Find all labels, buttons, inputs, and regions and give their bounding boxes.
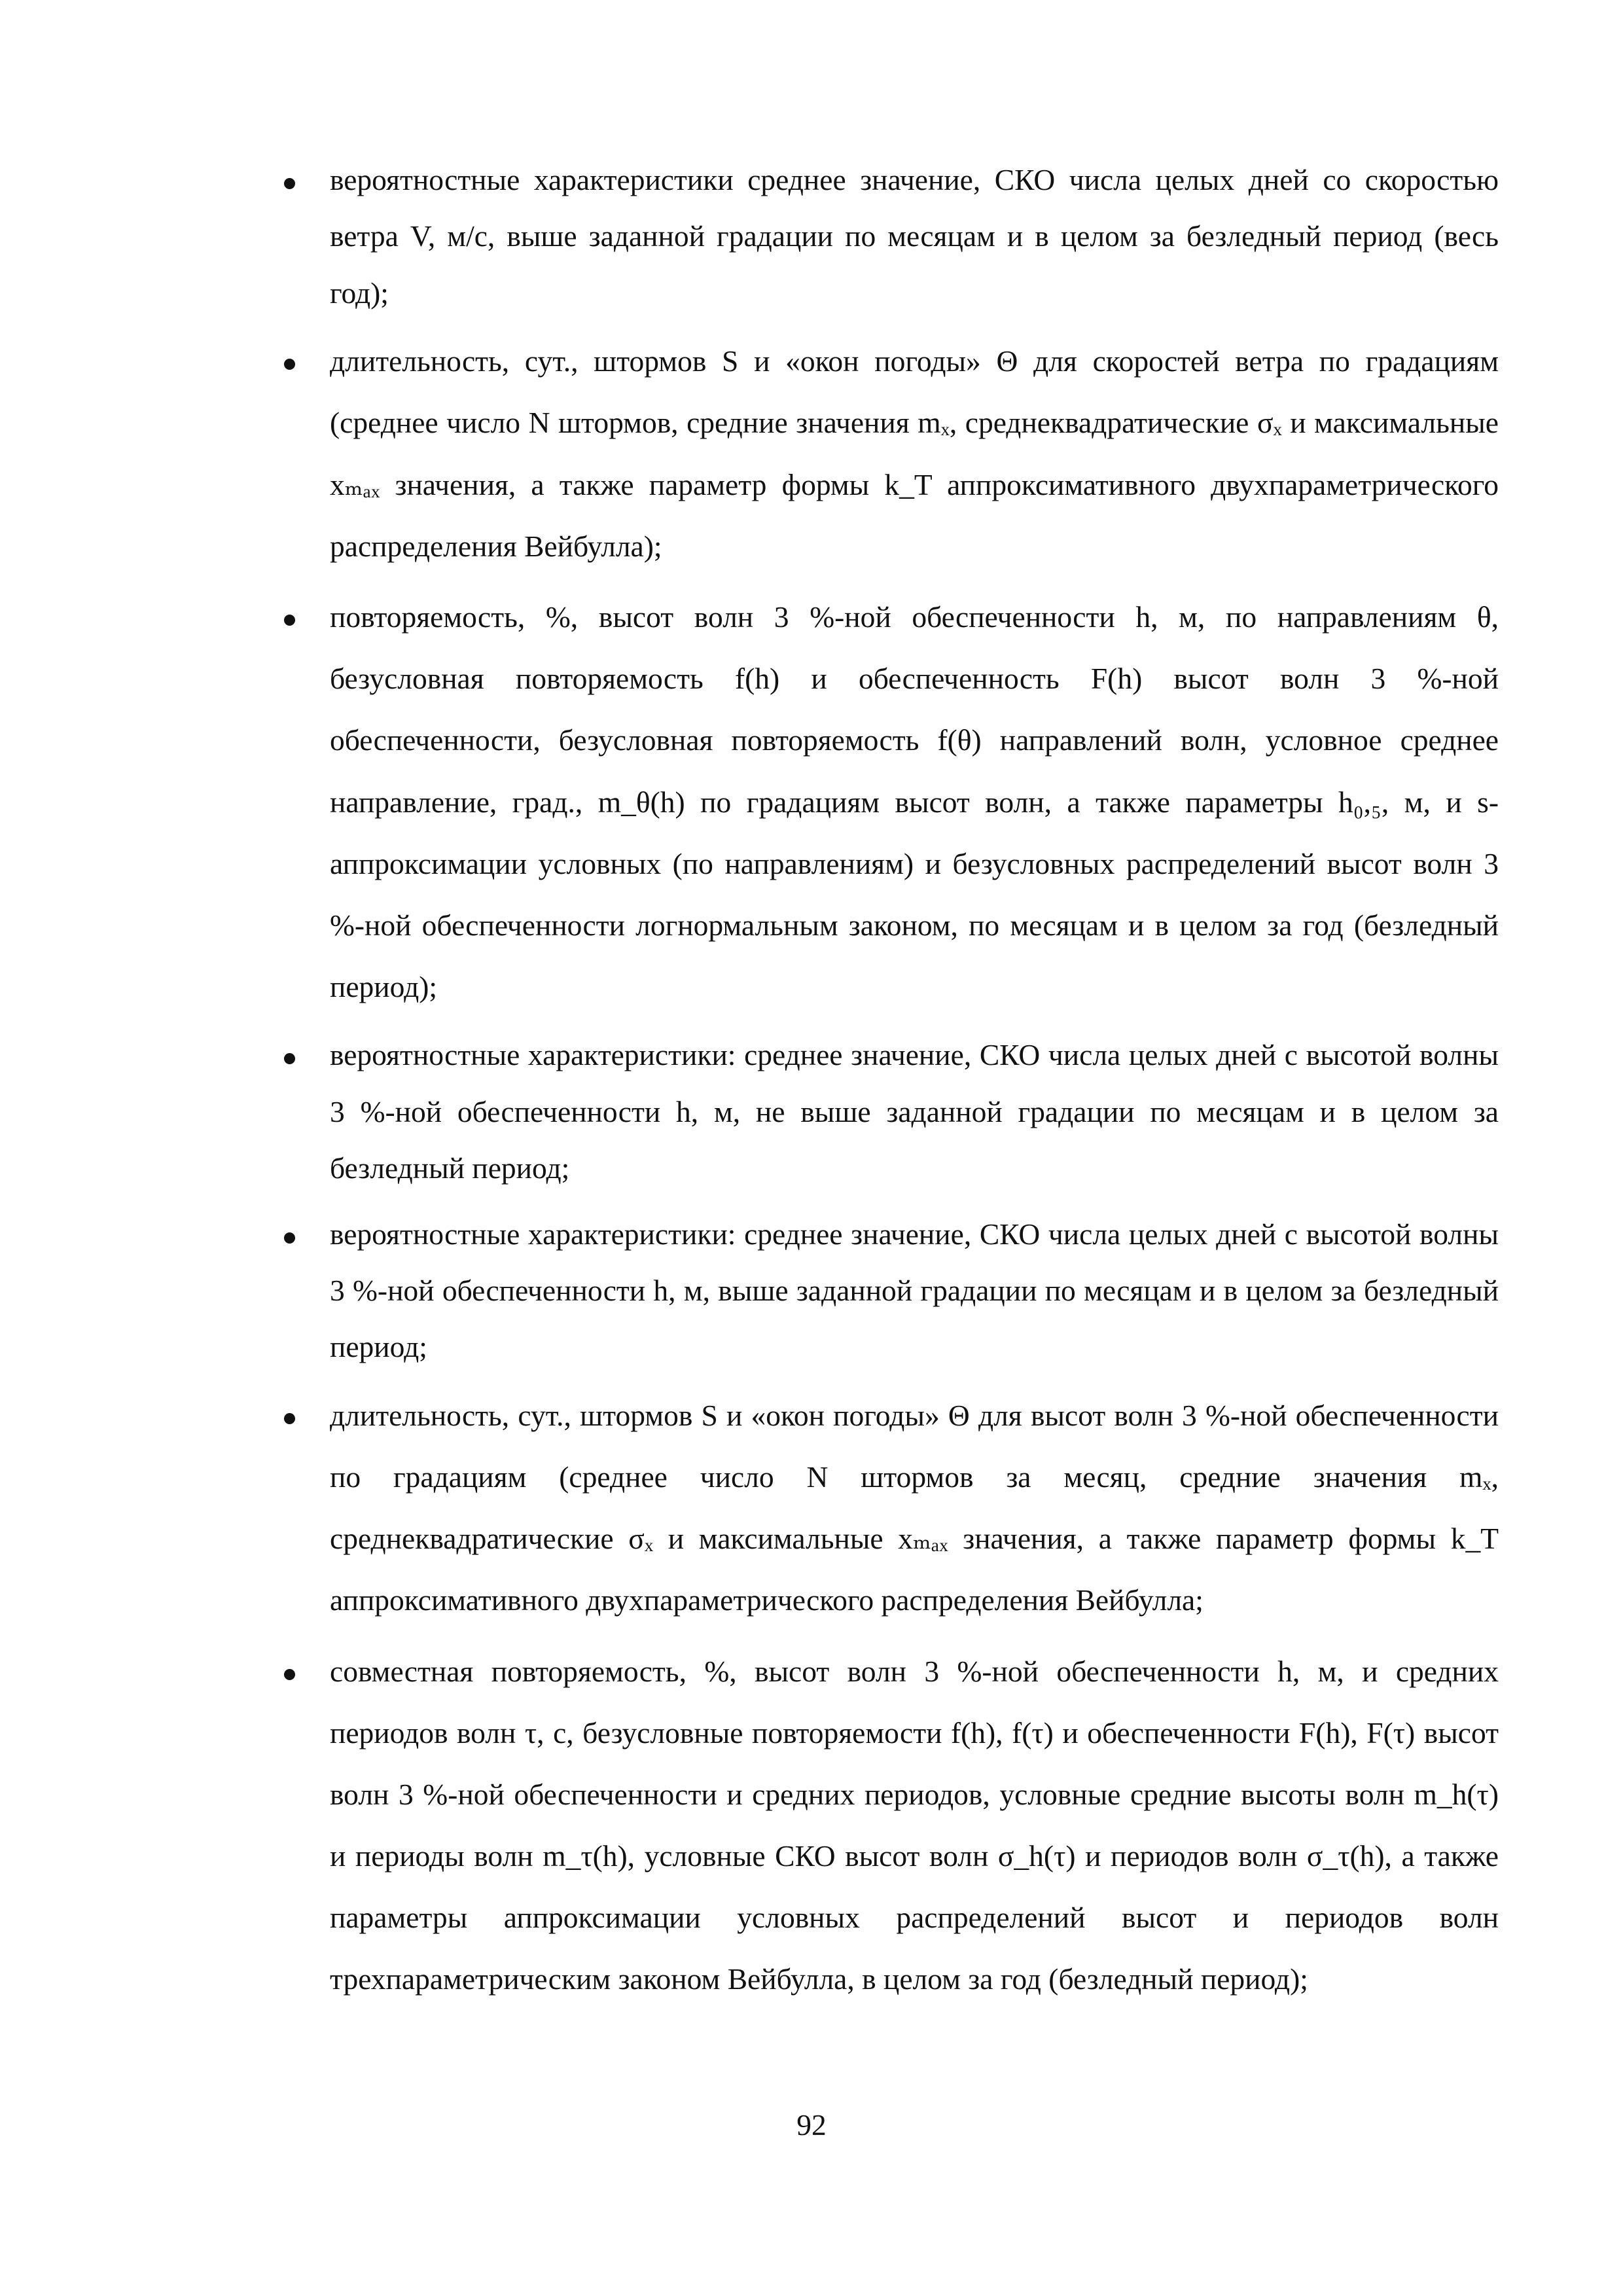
list-item-text: вероятностные характеристики: среднее значение, СКО числа целых дней с высотой волны 3 %-ной обеспеченности h, м, не выше заданной градации по месяцам и в целом за безледный период; <box>330 1038 1499 1185</box>
list-item <box>268 152 1499 321</box>
bullet-icon <box>284 1669 295 1680</box>
list-item <box>268 1027 1499 1196</box>
list-item-text: длительность, сут., штормов S и «окон погоды» Θ для высот волн 3 %-ной обеспеченности по градациям (среднее число N штормов за месяц, средние значения mₓ, среднеквадратические σₓ и максимальные xₘₐₓ значения, а также параметр формы k_T аппроксимативного двухпараметрического распределения Вейбулла; <box>330 1398 1499 1617</box>
list-item <box>268 1641 1499 2011</box>
page-number: 92 <box>796 2108 827 2142</box>
list-item-text: вероятностные характеристики среднее значение, СКО числа целых дней со скоростью ветра V, м/с, выше заданной градации по месяцам и в целом за безледный период (весь год); <box>330 163 1499 310</box>
list-item <box>268 1206 1499 1376</box>
list-item <box>268 586 1499 1018</box>
list-item-text: вероятностные характеристики: среднее значение, СКО числа целых дней с высотой волны 3 %-ной обеспеченности h, м, выше заданной градации по месяцам и в целом за безледный период; <box>330 1217 1499 1364</box>
list-item <box>268 1385 1499 1632</box>
bullet-icon <box>284 359 295 370</box>
bullet-icon <box>284 1053 295 1064</box>
bullet-icon <box>284 615 295 626</box>
bullet-icon <box>284 1413 295 1424</box>
bullet-icon <box>284 178 295 189</box>
list-item-text: повторяемость, %, высот волн 3 %-ной обеспеченности h, м, по направлениям θ, безусловная повторяемость f(h) и обеспеченность F(h) высот волн 3 %-ной обеспеченности, безусловная повторяемость f(θ) направлений волн, условное среднее направление, град., m_θ(h) по градациям высот волн, а также параметры h₀,₅, м, и s-аппроксимации условных (по направлениям) и безусловных распределений высот волн 3 %-ной обеспеченности логнормальным законом, по месяцам и в целом за год (безледный период); <box>330 600 1499 1004</box>
list-item <box>268 331 1499 577</box>
list-item-text: совместная повторяемость, %, высот волн 3 %-ной обеспеченности h, м, и средних периодов волн τ, с, безусловные повторяемости f(h), f(τ) и обеспеченности F(h), F(τ) высот волн 3 %-ной обеспеченности и средних периодов, условные средние высоты волн m_h(τ) и периоды волн m_τ(h), условные СКО высот волн σ_h(τ) и периодов волн σ_τ(h), а также параметры аппроксимации условных распределений высот и периодов волн трехпараметрическим законом Вейбулла, в целом за год (безледный период); <box>330 1654 1499 1996</box>
list-item-text: длительность, сут., штормов S и «окон погоды» Θ для скоростей ветра по градациям (среднее число N штормов, средние значения mₓ, среднеквадратические σₓ и максимальные xₘₐₓ значения, а также параметр формы k_T аппроксимативного двухпараметрического распределения Вейбулла); <box>330 344 1499 563</box>
bullet-list <box>268 152 1499 2020</box>
bullet-icon <box>284 1232 295 1244</box>
